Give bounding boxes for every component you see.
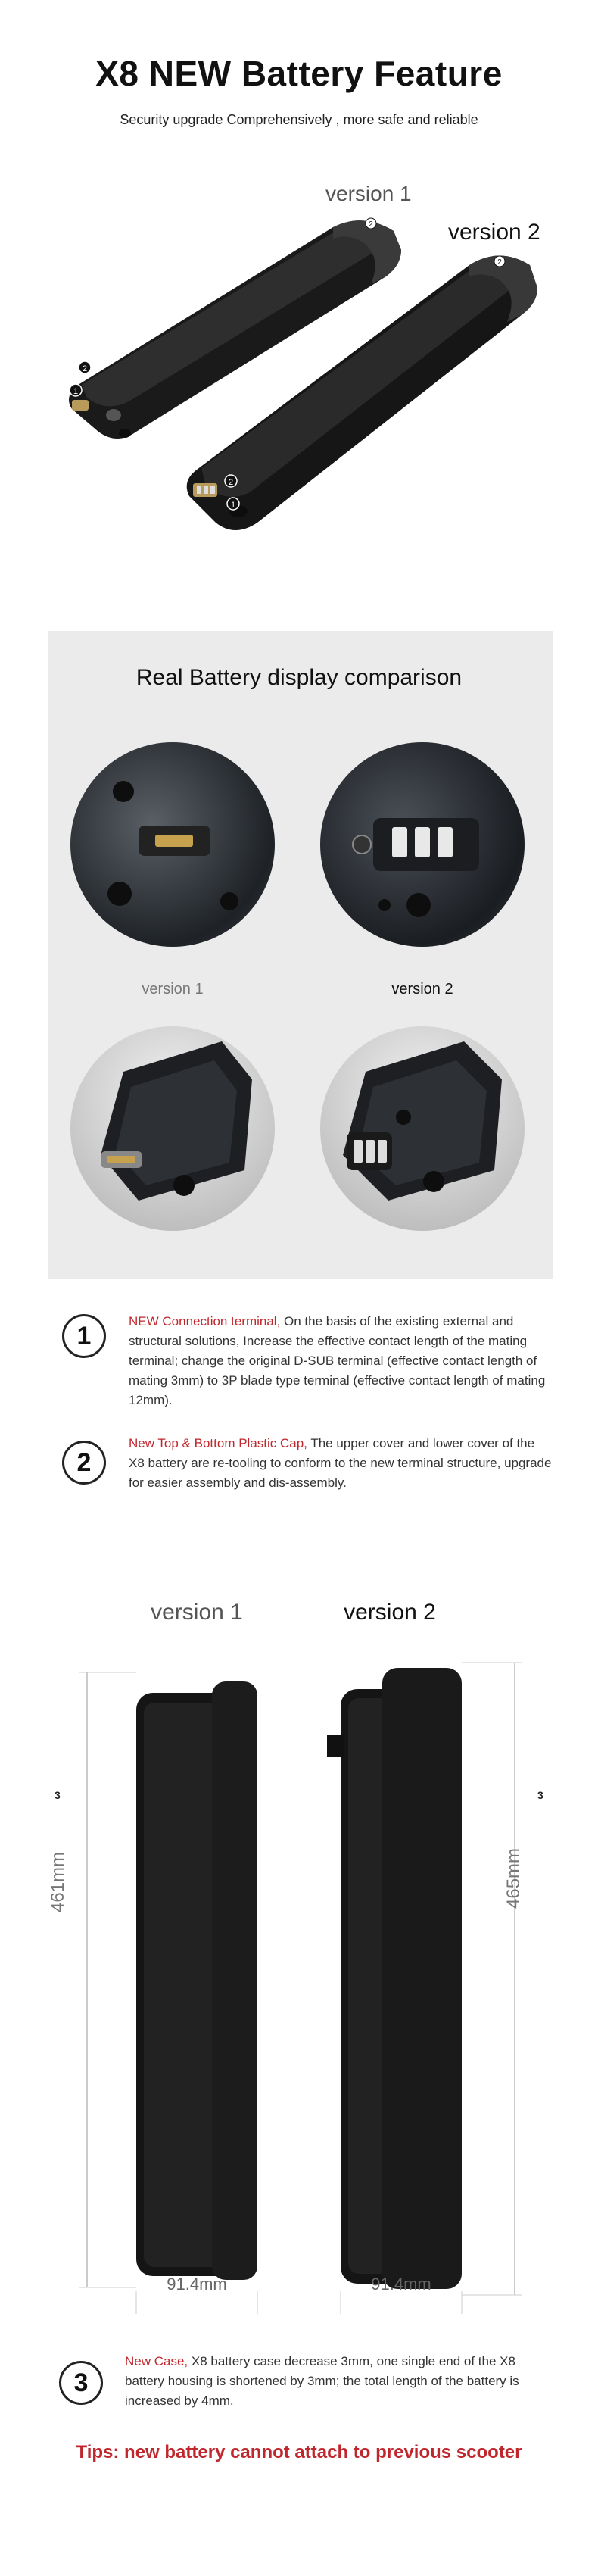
version2-label: version 2 bbox=[448, 220, 540, 245]
side-mark-right: 3 bbox=[537, 1789, 543, 1801]
marker-text: 2 bbox=[369, 220, 373, 229]
marker-text: 1 bbox=[230, 501, 236, 510]
feature-2-highlight: New Top & Bottom Plastic Cap, bbox=[129, 1436, 307, 1450]
v1-height-text: 461mm bbox=[48, 1851, 68, 1912]
feature-2-body: The upper cover and lower cover of the X8 battery are re-tooling to conform to the new terminal structure, upgrade for easier assembly and dis-assembly. bbox=[129, 1436, 552, 1490]
battery-hero-image bbox=[45, 205, 568, 583]
marker-1-v2 bbox=[227, 498, 239, 510]
feature-3-text bbox=[125, 2352, 553, 2411]
marker-text: 2 bbox=[228, 478, 234, 487]
dimensions-version2-label: version 2 bbox=[344, 1600, 436, 1625]
version1-label: version 1 bbox=[325, 182, 412, 205]
photo-v1-cap bbox=[70, 1026, 275, 1231]
feature-1-body: On the basis of the existing external and structural solutions, Increase the effective contact length of the mating terminal; change the original D-SUB terminal (effective contact length of mating 3mm) to 3P blade type terminal (effective contact length of mating 12mm). bbox=[129, 1314, 546, 1407]
marker-1-v1 bbox=[70, 384, 82, 396]
feature-3-highlight: New Case, bbox=[125, 2354, 188, 2368]
comparison-version2-label: version 2 bbox=[391, 981, 453, 998]
dimensions-version1-label: version 1 bbox=[151, 1600, 243, 1625]
tips-warning: Tips: new battery cannot attach to previous scooter bbox=[76, 2442, 522, 2462]
feature-2-text bbox=[129, 1434, 553, 1493]
marker-2-v2 bbox=[225, 475, 237, 487]
marker-2-v2-top bbox=[494, 256, 505, 267]
marker-2-v1 bbox=[79, 361, 91, 373]
feature-1-text bbox=[129, 1312, 553, 1410]
feature-3-body: X8 battery case decrease 3mm, one single end of the X8 battery housing is shortened by 3mm; the total length of the battery is increased by 4mm. bbox=[125, 2354, 519, 2408]
v2-width-label: 91.4mm bbox=[371, 2275, 431, 2293]
side-mark-left: 3 bbox=[55, 1789, 61, 1801]
page-title: X8 NEW Battery Feature bbox=[95, 54, 503, 93]
page-subtitle: Security upgrade Comprehensively , more safe and reliable bbox=[120, 112, 478, 127]
battery-version1-front bbox=[136, 1681, 257, 2280]
marker-2-v1-top bbox=[366, 218, 376, 229]
feature-number-2: 2 bbox=[62, 1441, 106, 1485]
comparison-version1-label: version 1 bbox=[142, 981, 204, 998]
v2-height-label bbox=[492, 1735, 524, 1909]
feature-number-1: 1 bbox=[62, 1314, 106, 1358]
photo-v2-connector bbox=[320, 742, 525, 947]
v2-height-text: 465mm bbox=[503, 1847, 524, 1909]
marker-text: 2 bbox=[497, 258, 502, 267]
photo-v1-connector bbox=[70, 742, 275, 947]
feature-1-highlight: NEW Connection terminal, bbox=[129, 1314, 281, 1329]
photo-v2-cap bbox=[320, 1026, 525, 1231]
feature-number-3: 3 bbox=[59, 2361, 103, 2405]
v1-width-label: 91.4mm bbox=[167, 2275, 227, 2293]
comparison-title: Real Battery display comparison bbox=[135, 665, 463, 690]
marker-text: 1 bbox=[73, 387, 79, 396]
battery-version2-front bbox=[327, 1668, 462, 2289]
marker-text: 2 bbox=[82, 364, 88, 373]
